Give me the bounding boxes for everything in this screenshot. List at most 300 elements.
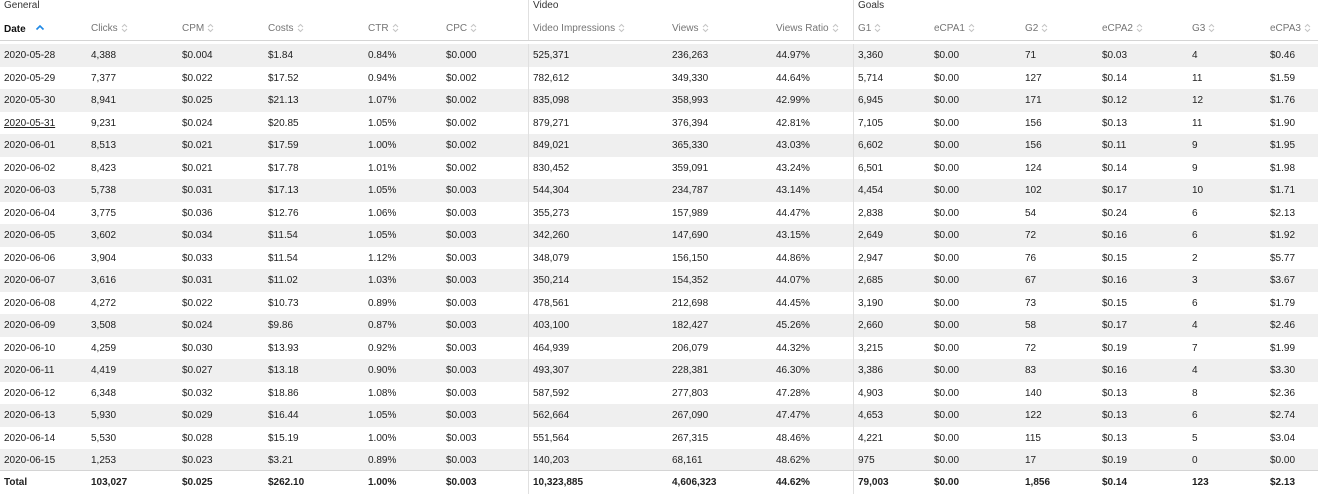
cell-g3: 6	[1192, 207, 1198, 219]
cell-cpm: $0.031	[182, 185, 213, 196]
table-row	[0, 157, 1318, 180]
cell-cpc: $0.003	[446, 342, 477, 354]
cell-ctr: 0.84%	[368, 50, 397, 61]
cell-g3: 9	[1192, 140, 1198, 151]
cell-ecpa2: $0.24	[1102, 207, 1128, 219]
cell-g3: 6	[1192, 230, 1198, 241]
cell-costs: $11.02	[268, 275, 298, 286]
sort-icon[interactable]	[1304, 23, 1311, 33]
column-header-ecpa3[interactable]	[1266, 17, 1318, 40]
cell-cpm: $0.024	[182, 320, 213, 331]
cell-ctr: 0.94%	[368, 72, 397, 84]
cell-cpc: $0.003	[446, 455, 477, 466]
table-row	[0, 427, 1318, 450]
cell-g3: 10	[1192, 185, 1204, 196]
cell-vimp: 140,203	[528, 449, 668, 472]
column-header-g3[interactable]	[1188, 17, 1266, 40]
cell-vratio: 44.97%	[776, 50, 810, 61]
column-header-g1[interactable]	[853, 17, 930, 40]
cell-vimp: 350,214	[528, 269, 668, 292]
cell-ecpa3: $1.99	[1270, 342, 1296, 354]
cell-costs: $17.52	[268, 72, 299, 84]
cell-g2: 72	[1025, 342, 1037, 354]
cell-cpm: $0.022	[182, 72, 213, 84]
column-header-label: Date	[4, 24, 26, 35]
cell-ecpa3: $2.36	[1270, 387, 1296, 399]
cell-cpc: $0.003	[446, 230, 477, 241]
cell-costs: $13.93	[268, 342, 299, 354]
cell-ecpa3: $2.74	[1270, 410, 1296, 421]
cell-vratio: 48.62%	[776, 455, 810, 466]
cell-vimp: 403,100	[528, 314, 668, 337]
total-cell-ecpa3: $2.13	[1270, 477, 1296, 488]
table-row	[0, 112, 1318, 135]
cell-vimp: 782,612	[528, 67, 668, 90]
column-header-label: CTR	[368, 23, 389, 34]
cell-g2: 115	[1025, 432, 1041, 444]
cell-g2: 76	[1025, 252, 1037, 264]
cell-clicks: 3,508	[91, 320, 117, 331]
cell-clicks: 5,530	[91, 432, 117, 444]
cell-views: 376,394	[672, 117, 709, 129]
cell-g3: 4	[1192, 320, 1198, 331]
column-header-cpc[interactable]	[442, 17, 528, 40]
cell-vimp: 493,307	[528, 359, 668, 382]
cell-ecpa1: $0.00	[934, 387, 960, 399]
cell-clicks: 4,388	[91, 50, 117, 61]
total-cell-views: 4,606,323	[672, 477, 717, 488]
column-header-vimp[interactable]	[528, 17, 668, 40]
column-header-cpm[interactable]	[178, 17, 264, 40]
cell-ctr: 0.89%	[368, 455, 397, 466]
cell-ecpa1: $0.00	[934, 342, 960, 354]
cell-ctr: 0.87%	[368, 320, 397, 331]
column-header-label: G3	[1192, 23, 1206, 34]
table-row	[0, 67, 1318, 90]
cell-ecpa3: $3.67	[1270, 275, 1296, 286]
sort-icon[interactable]	[392, 23, 399, 33]
cell-ecpa3: $1.71	[1270, 185, 1296, 196]
sort-icon[interactable]	[207, 23, 214, 33]
total-cell-g2: 1,856	[1025, 477, 1051, 488]
cell-ctr: 1.05%	[368, 410, 397, 421]
cell-cpc: $0.003	[446, 297, 477, 309]
cell-g3: 4	[1192, 365, 1198, 376]
cell-g2: 102	[1025, 185, 1042, 196]
cell-date: 2020-06-12	[4, 387, 56, 399]
cell-cpm: $0.031	[182, 275, 213, 286]
cell-g1: 7,105	[853, 112, 930, 135]
cell-costs: $17.59	[268, 140, 299, 151]
column-header-label: eCPA1	[934, 23, 965, 34]
cell-ctr: 1.12%	[368, 252, 397, 264]
cell-date: 2020-06-09	[4, 320, 56, 331]
cell-ecpa1: $0.00	[934, 207, 960, 219]
cell-cpc: $0.003	[446, 207, 477, 219]
cell-ecpa3: $1.76	[1270, 95, 1296, 106]
total-cell-cpc: $0.003	[446, 477, 477, 488]
column-header-views[interactable]	[668, 17, 772, 40]
sort-icon[interactable]	[121, 23, 128, 33]
cell-date: 2020-06-01	[4, 140, 56, 151]
column-header-vratio[interactable]	[772, 17, 853, 40]
sort-icon[interactable]	[470, 23, 477, 33]
cell-cpc: $0.003	[446, 320, 477, 331]
sort-icon[interactable]	[874, 23, 881, 33]
table-row	[0, 359, 1318, 382]
cell-costs: $11.54	[268, 252, 298, 264]
table-row	[0, 224, 1318, 247]
cell-costs: $11.54	[268, 230, 298, 241]
total-cell-date: Total	[4, 477, 28, 488]
cell-ctr: 1.00%	[368, 432, 397, 444]
column-header-label: Views	[672, 23, 699, 34]
cell-ecpa2: $0.15	[1102, 252, 1128, 264]
cell-date: 2020-06-02	[4, 162, 56, 174]
cell-ecpa1: $0.00	[934, 72, 960, 84]
cell-ecpa1: $0.00	[934, 140, 960, 151]
cell-date: 2020-06-07	[4, 275, 56, 286]
cell-ecpa1: $0.00	[934, 185, 960, 196]
cell-date: 2020-06-13	[4, 410, 56, 421]
table-row	[0, 382, 1318, 405]
cell-clicks: 1,253	[91, 455, 117, 466]
cell-clicks: 5,738	[91, 185, 117, 196]
cell-ctr: 0.90%	[368, 365, 397, 376]
cell-cpc: $0.002	[446, 72, 477, 84]
cell-cpc: $0.003	[446, 387, 477, 399]
table-body	[0, 44, 1318, 472]
cell-ecpa3: $1.92	[1270, 230, 1296, 241]
cell-cpm: $0.028	[182, 432, 213, 444]
sort-icon[interactable]	[1041, 23, 1048, 33]
total-cell-g3: 123	[1192, 477, 1209, 488]
cell-cpm: $0.029	[182, 410, 213, 421]
cell-ecpa2: $0.19	[1102, 455, 1128, 466]
cell-views: 277,803	[672, 387, 709, 399]
cell-date: 2020-06-10	[4, 342, 56, 354]
cell-vratio: 43.14%	[776, 185, 810, 196]
cell-ecpa1: $0.00	[934, 117, 960, 129]
cell-cpm: $0.036	[182, 207, 213, 219]
table-row	[0, 134, 1318, 157]
cell-views: 267,090	[672, 410, 709, 421]
cell-views: 154,352	[672, 275, 709, 286]
sort-icon[interactable]	[1136, 23, 1143, 33]
cell-g3: 6	[1192, 410, 1198, 421]
cell-costs: $20.85	[268, 117, 299, 129]
cell-clicks: 9,231	[91, 117, 117, 129]
cell-g2: 72	[1025, 230, 1037, 241]
cell-g2: 124	[1025, 162, 1042, 174]
column-header-ecpa1[interactable]	[930, 17, 1021, 40]
cell-ctr: 0.92%	[368, 342, 397, 354]
cell-ecpa3: $2.13	[1270, 207, 1296, 219]
cell-g2: 58	[1025, 320, 1037, 331]
cell-clicks: 3,904	[91, 252, 117, 264]
cell-vratio: 47.47%	[776, 410, 810, 421]
table-row	[0, 202, 1318, 225]
cell-ecpa3: $0.00	[1270, 455, 1296, 466]
cell-ecpa1: $0.00	[934, 432, 960, 444]
cell-date: 2020-05-30	[4, 95, 56, 106]
sort-icon[interactable]	[1208, 23, 1215, 33]
cell-clicks: 7,377	[91, 72, 117, 84]
cell-cpc: $0.003	[446, 432, 477, 444]
column-group-general: General	[4, 0, 40, 11]
cell-costs: $16.44	[268, 410, 299, 421]
column-header-clicks[interactable]	[87, 17, 178, 40]
cell-ctr: 1.07%	[368, 95, 397, 106]
cell-ctr: 1.06%	[368, 207, 397, 219]
total-cell-ctr: 1.00%	[368, 477, 397, 488]
cell-ecpa1: $0.00	[934, 252, 960, 264]
cell-clicks: 3,775	[91, 207, 117, 219]
column-header-label: eCPA2	[1102, 23, 1133, 34]
cell-vratio: 44.86%	[776, 252, 810, 264]
total-cell-cpm: $0.025	[182, 477, 213, 488]
cell-cpm: $0.030	[182, 342, 213, 354]
cell-g1: 5,714	[853, 67, 930, 90]
cell-vimp: 544,304	[528, 179, 668, 202]
cell-cpm: $0.004	[182, 50, 213, 61]
cell-date: 2020-05-29	[4, 72, 56, 84]
cell-ecpa2: $0.17	[1102, 320, 1128, 331]
cell-vratio: 44.32%	[776, 342, 810, 354]
table-row	[0, 269, 1318, 292]
cell-date: 2020-06-06	[4, 252, 56, 264]
cell-vratio: 42.99%	[776, 95, 810, 106]
column-header-ecpa2[interactable]	[1098, 17, 1188, 40]
cell-ecpa1: $0.00	[934, 162, 960, 174]
cell-ctr: 1.05%	[368, 230, 397, 241]
cell-cpc: $0.000	[446, 50, 477, 61]
table-row	[0, 314, 1318, 337]
cell-costs: $17.13	[268, 185, 299, 196]
cell-g1: 2,660	[853, 314, 930, 337]
column-header-label: CPM	[182, 23, 205, 34]
cell-clicks: 5,930	[91, 410, 117, 421]
cell-g2: 156	[1025, 140, 1042, 151]
cell-ecpa2: $0.17	[1102, 185, 1128, 196]
cell-g1: 3,215	[853, 337, 930, 360]
cell-ctr: 1.08%	[368, 387, 397, 399]
cell-views: 267,315	[672, 432, 709, 444]
sort-ascending-icon[interactable]	[35, 17, 45, 24]
cell-vimp: 879,271	[528, 112, 668, 135]
cell-vimp: 562,664	[528, 404, 668, 427]
cell-vratio: 43.15%	[776, 230, 810, 241]
cell-g2: 156	[1025, 117, 1042, 129]
column-header-ctr[interactable]	[364, 17, 442, 40]
cell-g3: 4	[1192, 50, 1198, 61]
cell-cpc: $0.003	[446, 275, 477, 286]
sort-icon[interactable]	[618, 23, 625, 33]
cell-ctr: 1.01%	[368, 162, 397, 174]
cell-g2: 73	[1025, 297, 1037, 309]
cell-g1: 3,386	[853, 359, 930, 382]
cell-vimp: 551,564	[528, 427, 668, 450]
cell-views: 359,091	[672, 162, 709, 174]
cell-ctr: 1.03%	[368, 275, 397, 286]
cell-cpm: $0.023	[182, 455, 213, 466]
table-row	[0, 89, 1318, 112]
cell-ctr: 0.89%	[368, 297, 397, 309]
cell-g3: 2	[1192, 252, 1198, 264]
cell-date: 2020-06-15	[4, 455, 56, 466]
cell-date: 2020-06-14	[4, 432, 56, 444]
total-cell-ecpa1: $0.00	[934, 477, 960, 488]
table-row	[0, 179, 1318, 202]
cell-g3: 8	[1192, 387, 1198, 399]
cell-vimp: 525,371	[528, 44, 668, 67]
cell-g3: 7	[1192, 342, 1198, 354]
cell-date: 2020-05-28	[4, 50, 56, 61]
cell-ecpa2: $0.13	[1102, 117, 1128, 129]
cell-vratio: 44.64%	[776, 72, 810, 84]
cell-views: 228,381	[672, 365, 709, 376]
column-header-label: G1	[858, 23, 872, 34]
cell-ecpa2: $0.11	[1102, 140, 1127, 151]
column-header-g2[interactable]	[1021, 17, 1098, 40]
cell-g3: 9	[1192, 162, 1198, 174]
column-header-label: Clicks	[91, 23, 118, 34]
table-row	[0, 337, 1318, 360]
sort-icon[interactable]	[702, 23, 709, 33]
cell-views: 68,161	[672, 455, 703, 466]
cell-date: 2020-06-11	[4, 365, 55, 376]
cell-g1: 2,685	[853, 269, 930, 292]
cell-views: 349,330	[672, 72, 709, 84]
cell-cpc: $0.003	[446, 365, 477, 376]
cell-costs: $3.21	[268, 455, 294, 466]
cell-vratio: 43.24%	[776, 162, 810, 174]
cell-clicks: 4,419	[91, 365, 117, 376]
cell-cpc: $0.003	[446, 185, 477, 196]
cell-views: 156,150	[672, 252, 709, 264]
cell-g2: 83	[1025, 365, 1037, 376]
cell-cpm: $0.033	[182, 252, 213, 264]
cell-views: 358,993	[672, 95, 709, 106]
sort-icon[interactable]	[297, 23, 304, 33]
column-group-goals: Goals	[853, 0, 1318, 17]
cell-costs: $15.19	[268, 432, 299, 444]
cell-g2: 71	[1025, 50, 1037, 61]
cell-ecpa1: $0.00	[934, 320, 960, 331]
cell-cpc: $0.003	[446, 410, 477, 421]
cell-vratio: 47.28%	[776, 387, 810, 399]
column-header-date[interactable]	[0, 17, 87, 40]
cell-ecpa1: $0.00	[934, 230, 960, 241]
cell-vimp: 355,273	[528, 202, 668, 225]
cell-g3: 6	[1192, 297, 1198, 309]
sort-icon[interactable]	[832, 23, 839, 33]
cell-g3: 0	[1192, 455, 1198, 466]
cell-ecpa1: $0.00	[934, 297, 960, 309]
cell-ecpa1: $0.00	[934, 410, 960, 421]
column-group-video: Video	[528, 0, 853, 17]
cell-g3: 5	[1192, 432, 1198, 444]
cell-cpm: $0.025	[182, 95, 213, 106]
cell-cpm: $0.024	[182, 117, 213, 129]
cell-cpc: $0.002	[446, 95, 477, 106]
cell-costs: $12.76	[268, 207, 299, 219]
cell-date: 2020-06-05	[4, 230, 56, 241]
cell-ecpa2: $0.03	[1102, 50, 1128, 61]
cell-cpc: $0.002	[446, 117, 477, 129]
cell-clicks: 8,423	[91, 162, 117, 174]
column-header-label: Costs	[268, 23, 294, 34]
cell-g1: 6,602	[853, 134, 930, 157]
cell-ecpa1: $0.00	[934, 365, 960, 376]
cell-vratio: 48.46%	[776, 432, 810, 444]
cell-cpm: $0.034	[182, 230, 213, 241]
cell-ecpa2: $0.15	[1102, 297, 1128, 309]
table-row	[0, 449, 1318, 472]
cell-g1: 4,903	[853, 382, 930, 405]
column-header-costs[interactable]	[264, 17, 364, 40]
cell-g2: 54	[1025, 207, 1037, 219]
cell-ecpa2: $0.19	[1102, 342, 1128, 354]
column-header-row	[0, 17, 1318, 41]
cell-costs: $17.78	[268, 162, 299, 174]
cell-ecpa3: $3.30	[1270, 365, 1296, 376]
column-header-label: Video Impressions	[533, 23, 616, 34]
cell-g2: 67	[1025, 275, 1037, 286]
cell-cpm: $0.021	[182, 140, 213, 151]
cell-ecpa3: $1.79	[1270, 297, 1296, 309]
cell-clicks: 4,259	[91, 342, 117, 354]
column-header-label: Views Ratio	[776, 23, 829, 34]
cell-cpc: $0.002	[446, 162, 477, 174]
cell-ecpa2: $0.13	[1102, 410, 1128, 421]
cell-views: 147,690	[672, 230, 709, 241]
cell-clicks: 3,602	[91, 230, 117, 241]
cell-ctr: 1.05%	[368, 185, 397, 196]
cell-views: 365,330	[672, 140, 709, 151]
cell-vimp: 830,452	[528, 157, 668, 180]
cell-ecpa1: $0.00	[934, 95, 960, 106]
table-row	[0, 247, 1318, 270]
cell-ecpa3: $1.98	[1270, 162, 1296, 174]
cell-ecpa3: $1.90	[1270, 117, 1296, 129]
cell-vimp: 835,098	[528, 89, 668, 112]
cell-vimp: 464,939	[528, 337, 668, 360]
table-row	[0, 404, 1318, 427]
cell-costs: $10.73	[268, 297, 299, 309]
sort-icon[interactable]	[968, 23, 975, 33]
cell-ctr: 1.05%	[368, 117, 397, 129]
cell-g2: 171	[1025, 95, 1042, 106]
cell-clicks: 8,513	[91, 140, 117, 151]
cell-g3: 3	[1192, 275, 1198, 286]
cell-views: 236,263	[672, 50, 709, 61]
cell-costs: $21.13	[268, 95, 299, 106]
total-cell-ecpa2: $0.14	[1102, 477, 1128, 488]
column-group-header	[0, 0, 1318, 17]
cell-g1: 975	[853, 449, 930, 472]
cell-views: 234,787	[672, 185, 709, 196]
cell-ecpa2: $0.16	[1102, 365, 1128, 376]
cell-ecpa2: $0.16	[1102, 230, 1128, 241]
cell-g3: 12	[1192, 95, 1204, 106]
cell-ecpa3: $3.04	[1270, 432, 1296, 444]
total-cell-clicks: 103,027	[91, 477, 128, 488]
cell-costs: $9.86	[268, 320, 294, 331]
cell-cpm: $0.032	[182, 387, 213, 399]
cell-g1: 3,360	[853, 44, 930, 67]
cell-ecpa2: $0.13	[1102, 432, 1128, 444]
